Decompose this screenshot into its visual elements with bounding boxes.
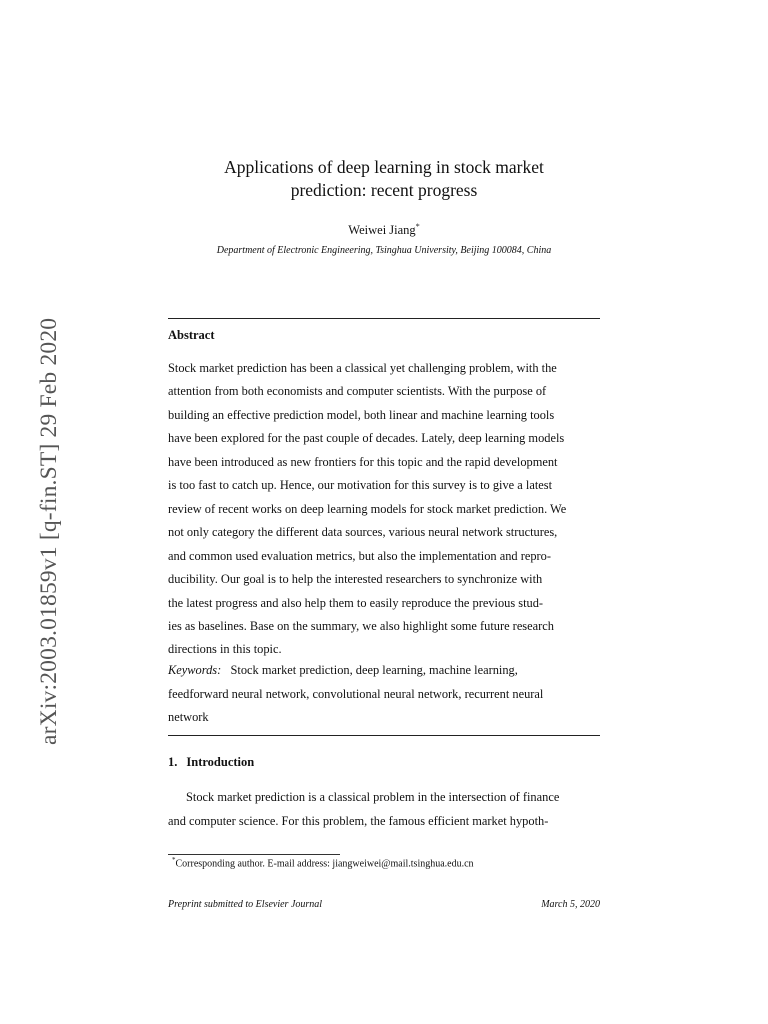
abstract-line: and common used evaluation metrics, but also the implementation and repro- [168, 548, 551, 563]
intro-line: Stock market prediction is a classical problem in the intersection of finance [186, 790, 560, 804]
intro-line: and computer science. For this problem, the famous efficient market hypoth- [168, 813, 549, 828]
keywords-text: feedforward neural network, convolutional neural network, recurrent neural [168, 686, 544, 701]
arxiv-identifier: arXiv:2003.01859v1 [q-fin.ST] 29 Feb 2020 [36, 317, 62, 745]
affiliation: Department of Electronic Engineering, Tsinghua University, Beijing 100084, China [216, 245, 552, 256]
title-line: prediction: recent progress [290, 180, 478, 200]
keywords-text: Stock market prediction, deep learning, machine learning, [230, 663, 518, 677]
footer-date: March 5, 2020 [541, 899, 600, 910]
section-number: 1. [168, 755, 178, 769]
footnote-rule [168, 854, 340, 855]
abstract-line: have been introduced as new frontiers for this topic and the rapid development [168, 454, 558, 469]
abstract-line: ies as baselines. Base on the summary, we also highlight some future research [168, 618, 554, 633]
author-footnote-mark: * [415, 222, 420, 231]
intro-paragraph [168, 786, 600, 833]
abstract-line: not only category the different data sources, various neural network structures, [168, 525, 558, 540]
abstract-line: directions in this topic. [168, 642, 282, 657]
keywords-label: Keywords: [168, 663, 222, 677]
paper-title [168, 156, 600, 202]
section-title: Introduction [186, 755, 255, 769]
abstract-line: building an effective prediction model, both linear and machine learning tools [168, 407, 555, 422]
keywords [168, 659, 600, 730]
author-line [168, 222, 600, 238]
footnote-text: Corresponding author. E-mail address: jiangweiwei@mail.tsinghua.edu.cn [175, 858, 474, 870]
abstract-bottom-rule [168, 735, 600, 736]
abstract-line: review of recent works on deep learning models for stock market prediction. We [168, 501, 567, 516]
title-line: Applications of deep learning in stock market [224, 157, 544, 177]
abstract-heading: Abstract [168, 328, 215, 342]
keywords-text: network [168, 710, 209, 724]
abstract-line: is too fast to catch up. Hence, our motivation for this survey is to give a latest [168, 478, 553, 493]
abstract-line: the latest progress and also help them to easily reproduce the previous stud- [168, 595, 544, 610]
author-name: Weiwei Jiang [348, 223, 416, 238]
abstract-body [168, 357, 600, 662]
abstract-line: attention from both economists and computer scientists. With the purpose of [168, 384, 547, 399]
abstract-line: Stock market prediction has been a classical yet challenging problem, with the [168, 361, 557, 375]
preprint-note: Preprint submitted to Elsevier Journal [168, 899, 323, 910]
abstract-top-rule [168, 318, 600, 319]
section-heading [168, 755, 254, 770]
abstract-line: ducibility. Our goal is to help the interested researchers to synchronize with [168, 572, 543, 587]
abstract-line: have been explored for the past couple of decades. Lately, deep learning models [168, 431, 565, 446]
footnote [172, 856, 474, 869]
footnote-mark: * [172, 856, 176, 864]
